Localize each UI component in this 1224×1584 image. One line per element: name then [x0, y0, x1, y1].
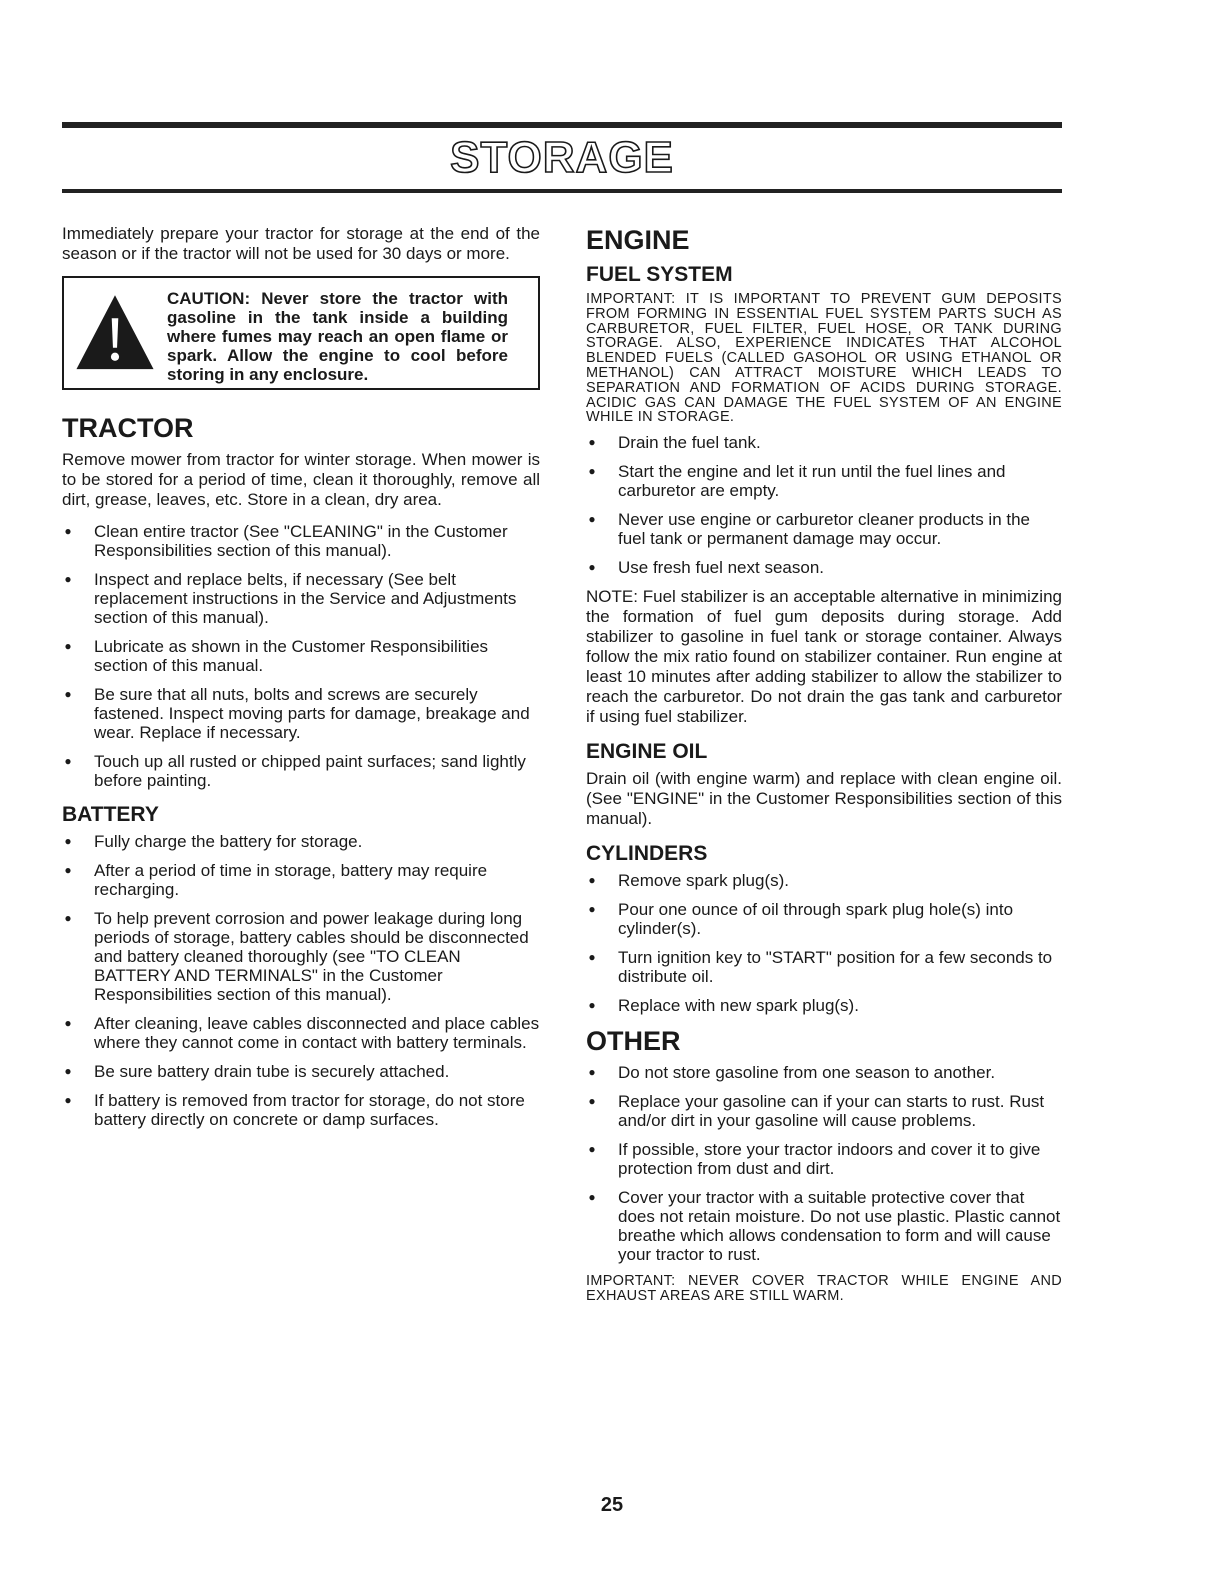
caution-text: CAUTION: Never store the tractor with gasoline in the tank inside a building where fumes may reach an open flame or spark. Allow the engine to cool before storing in any enclosure.: [167, 289, 508, 384]
bullet-icon: ●: [64, 863, 72, 877]
list-item: [586, 510, 1062, 548]
warning-triangle-icon: [74, 292, 156, 374]
bullet-icon: ●: [64, 911, 72, 925]
list-item: [62, 909, 540, 1004]
page-title: STORAGE: [450, 133, 674, 182]
list-item-text: Use fresh fuel next season.: [618, 558, 825, 578]
other-list: [586, 1063, 1062, 1264]
engine-oil-text: Drain oil (with engine warm) and replace with clean engine oil. (See "ENGINE" in the Customer Responsibilities section of this manual).: [586, 769, 1062, 829]
list-item: [586, 433, 1062, 452]
battery-list: [62, 832, 540, 1129]
list-item: [62, 832, 540, 851]
left-column: [62, 224, 540, 1139]
list-item-text: Start the engine and let it run until the fuel lines and carburetor are empty.: [618, 462, 1006, 501]
list-item-text: To help prevent corrosion and power leakage during long periods of storage, battery cables should be disconnected and battery cleaned thoroughly (see "TO CLEAN BATTERY AND TERMINALS" in the Customer Responsibilities section of this manual).: [94, 909, 529, 1004]
list-item: [586, 900, 1062, 938]
list-item-text: Turn ignition key to "START" position for a few seconds to distribute oil.: [618, 948, 1053, 987]
list-item: [62, 1014, 540, 1052]
list-item-text: Pour one ounce of oil through spark plug hole(s) into cylinder(s).: [618, 900, 1014, 939]
list-item: [586, 871, 1062, 890]
cylinders-list: [586, 871, 1062, 1015]
list-item: [586, 948, 1062, 986]
list-item: [586, 1188, 1062, 1264]
list-item: [586, 1063, 1062, 1082]
bullet-icon: ●: [64, 572, 72, 586]
list-item-text: Inspect and replace belts, if necessary (See belt replacement instructions in the Service and Adjustments section of this manual).: [94, 570, 517, 627]
fuel-stabilizer-note: NOTE: Fuel stabilizer is an acceptable alternative in minimizing the formation of fuel gum deposits during storage. Add stabilizer to gasoline in fuel tank or storage container. Always follow the mix ratio found on stabilizer container. Run engine at least 10 minutes after adding stabilizer to allow the stabilizer to reach the carburetor. Do not drain the gas tank and carburetor if using fuel stabilizer.: [586, 587, 1062, 727]
bullet-icon: ●: [588, 1065, 596, 1080]
list-item: [62, 637, 540, 675]
bullet-icon: ●: [64, 834, 72, 848]
list-item-text: Never use engine or carburetor cleaner products in the fuel tank or permanent damage may occur.: [618, 510, 1031, 549]
list-item-text: Cover your tractor with a suitable protective cover that does not retain moisture. Do not use plastic. Plastic cannot breathe which allows condensation to form and will cause your tractor to rust.: [618, 1188, 1061, 1265]
list-item: [62, 752, 540, 790]
bullet-icon: ●: [588, 1094, 596, 1109]
list-item: [586, 558, 1062, 577]
tractor-intro: Remove mower from tractor for winter storage. When mower is to be stored for a period of time, clean it thoroughly, remove all dirt, grease, leaves, etc. Store in a clean, dry area.: [62, 450, 540, 509]
list-item-text: Do not store gasoline from one season to another.: [618, 1063, 996, 1083]
bullet-icon: ●: [64, 1093, 72, 1107]
bullet-icon: ●: [588, 950, 596, 965]
list-item-text: Drain the fuel tank.: [618, 433, 761, 453]
other-heading: OTHER: [586, 1026, 681, 1057]
fuel-system-list: [586, 433, 1062, 577]
list-item-text: After cleaning, leave cables disconnected and place cables where they cannot come in contact with battery terminals.: [94, 1014, 540, 1052]
bullet-icon: ●: [588, 435, 596, 450]
list-item-text: Replace with new spark plug(s).: [618, 996, 859, 1016]
bullet-icon: ●: [64, 687, 72, 701]
list-item: [586, 462, 1062, 500]
list-item-text: After a period of time in storage, battery may require recharging.: [94, 861, 488, 899]
bullet-icon: ●: [588, 998, 596, 1013]
list-item: [586, 1092, 1062, 1130]
list-item: [62, 685, 540, 742]
list-item-text: Be sure that all nuts, bolts and screws are securely fastened. Inspect moving parts for damage, breakage and wear. Replace if necessary.: [94, 685, 530, 742]
list-item: [62, 1091, 540, 1129]
caution-box: [62, 276, 540, 390]
bullet-icon: ●: [64, 1016, 72, 1030]
engine-oil-heading: ENGINE OIL: [586, 740, 708, 764]
list-item: [586, 996, 1062, 1015]
battery-heading: BATTERY: [62, 803, 159, 826]
list-item-text: If battery is removed from tractor for storage, do not store battery directly on concrete or damp surfaces.: [94, 1091, 525, 1129]
bullet-icon: ●: [64, 639, 72, 653]
list-item-text: Remove spark plug(s).: [618, 871, 790, 891]
tractor-list: [62, 522, 540, 790]
list-item-text: Fully charge the battery for storage.: [94, 832, 363, 851]
list-item-text: Replace your gasoline can if your can starts to rust. Rust and/or dirt in your gasoline will cause problems.: [618, 1092, 1045, 1131]
bullet-icon: ●: [588, 560, 596, 575]
list-item: [62, 1062, 540, 1081]
bullet-icon: ●: [588, 902, 596, 917]
bottom-rule: [62, 189, 1062, 193]
bullet-icon: ●: [64, 754, 72, 768]
list-item: [62, 861, 540, 899]
fuel-system-heading: FUEL SYSTEM: [586, 263, 733, 286]
bullet-icon: ●: [588, 1190, 596, 1205]
list-item-text: Touch up all rusted or chipped paint surfaces; sand lightly before painting.: [94, 752, 526, 790]
bullet-icon: ●: [588, 512, 596, 527]
other-important: IMPORTANT: NEVER COVER TRACTOR WHILE ENGINE AND EXHAUST AREAS ARE STILL WARM.: [586, 1273, 1062, 1304]
bullet-icon: ●: [588, 464, 596, 479]
bullet-icon: ●: [64, 524, 72, 538]
bullet-icon: ●: [64, 1064, 72, 1078]
cylinders-heading: CYLINDERS: [586, 842, 708, 866]
right-column: [586, 224, 1062, 1312]
page-number: 25: [600, 1494, 624, 1516]
list-item: [62, 522, 540, 560]
list-item: [586, 1140, 1062, 1178]
list-item-text: Clean entire tractor (See "CLEANING" in the Customer Responsibilities section of this manual).: [94, 522, 508, 560]
list-item-text: Lubricate as shown in the Customer Responsibilities section of this manual.: [94, 637, 489, 675]
bullet-icon: ●: [588, 1142, 596, 1157]
list-item-text: If possible, store your tractor indoors and cover it to give protection from dust and dirt.: [618, 1140, 1041, 1179]
intro-text: Immediately prepare your tractor for storage at the end of the season or if the tractor will not be used for 30 days or more.: [62, 224, 540, 263]
bullet-icon: ●: [588, 873, 596, 888]
engine-heading: ENGINE: [586, 225, 690, 255]
fuel-system-important: IMPORTANT: IT IS IMPORTANT TO PREVENT GUM DEPOSITS FROM FORMING IN ESSENTIAL FUEL SYSTEM PARTS SUCH AS CARBURETOR, FUEL FILTER, FUEL HOSE, OR TANK DURING STORAGE. ALSO, EXPERIENCE INDICATES THAT ALCOHOL BLENDED FUELS (CALLED GASOHOL OR USING ETHANOL OR METHANOL) CAN ATTRACT MOISTURE WHICH LEADS TO SEPARATION AND FORMATION OF ACIDS DURING STORAGE. ACIDIC GAS CAN DAMAGE THE FUEL SYSTEM OF AN ENGINE WHILE IN STORAGE.: [586, 291, 1062, 426]
list-item: [62, 570, 540, 627]
tractor-heading: TRACTOR: [62, 413, 194, 443]
list-item-text: Be sure battery drain tube is securely attached.: [94, 1062, 450, 1081]
